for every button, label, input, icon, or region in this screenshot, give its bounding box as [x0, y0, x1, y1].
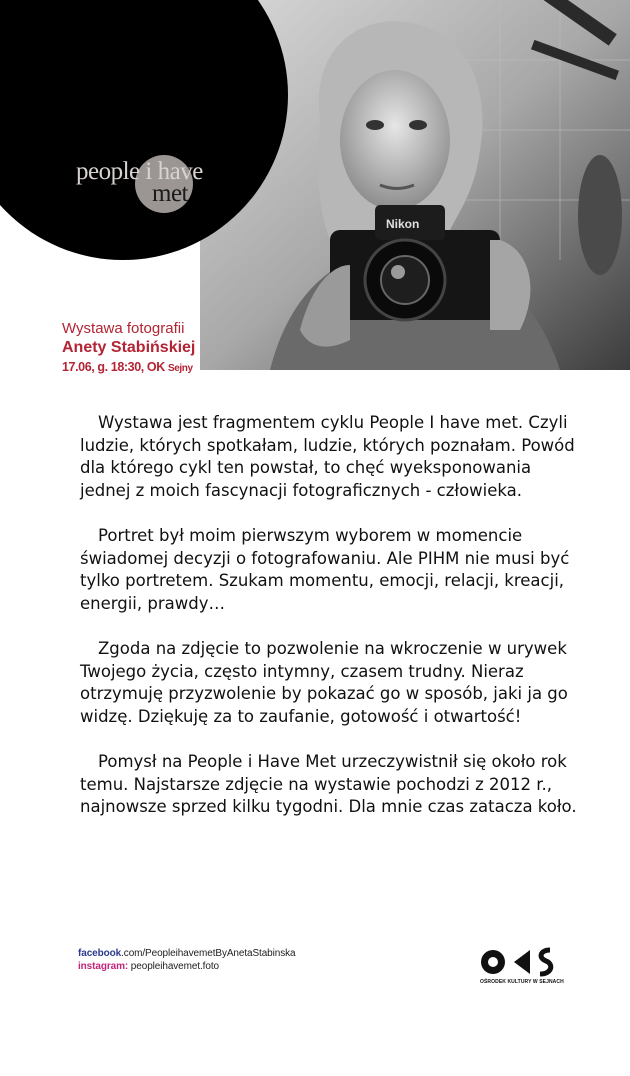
logo-text-met: met [152, 180, 188, 207]
artist-name: Anety Stabińskiej [62, 339, 196, 356]
paragraph: Pomysł na People i Have Met urzeczywistnił się około rok temu. Najstarsze zdjęcie na wystawie pochodzi z 2012 r., najnowsze sprzed kilku tygodni. Dla mnie czas zatacza koło. [80, 752, 577, 816]
camera-brand: Nikon [386, 217, 420, 231]
paragraph: Portret był moim pierwszym wyborem w momencie świadomej decyzji o fotografowaniu. Ale PIHM nie musi być tylko portretem. Szukam momentu, emocji, relacji, kreacji, energii, prawdy… [80, 526, 570, 613]
oks-logo-icon [478, 946, 568, 996]
exhibition-description [80, 412, 580, 842]
facebook-link[interactable]: facebook.com/PeopleihavemetByAnetaStabinska [78, 948, 296, 959]
event-info [62, 320, 195, 378]
social-links [78, 947, 296, 973]
oks-caption: OŚRODEK KULTURY W SEJNACH [480, 979, 564, 985]
paragraph: Wystawa jest fragmentem cyklu People I have met. Czyli ludzie, których spotkałam, ludzie, których poznałam. Powód dla którego cykl ten powstał, to chęć wyeksponowania jednej z moich fascynacji fotograficznych - człowieka. [80, 413, 575, 500]
event-date-place: 17.06, g. 18:30, OK Sejny [62, 360, 193, 374]
people-i-have-met-logo [70, 150, 210, 220]
instagram-link[interactable]: instagram: peopleihavemet.foto [78, 961, 219, 972]
exhibition-label: Wystawa fotografii [62, 320, 185, 337]
logo-text-top: people i have [76, 158, 203, 185]
paragraph: Zgoda na zdjęcie to pozwolenie na wkroczenie w urywek Twojego życia, często intymny, czasem trudny. Nieraz otrzymuję przyzwolenie by pokazać go w sposób, jaki ja go widzę. Dziękuję za to zaufanie, gotowość i otwartość! [80, 639, 568, 726]
